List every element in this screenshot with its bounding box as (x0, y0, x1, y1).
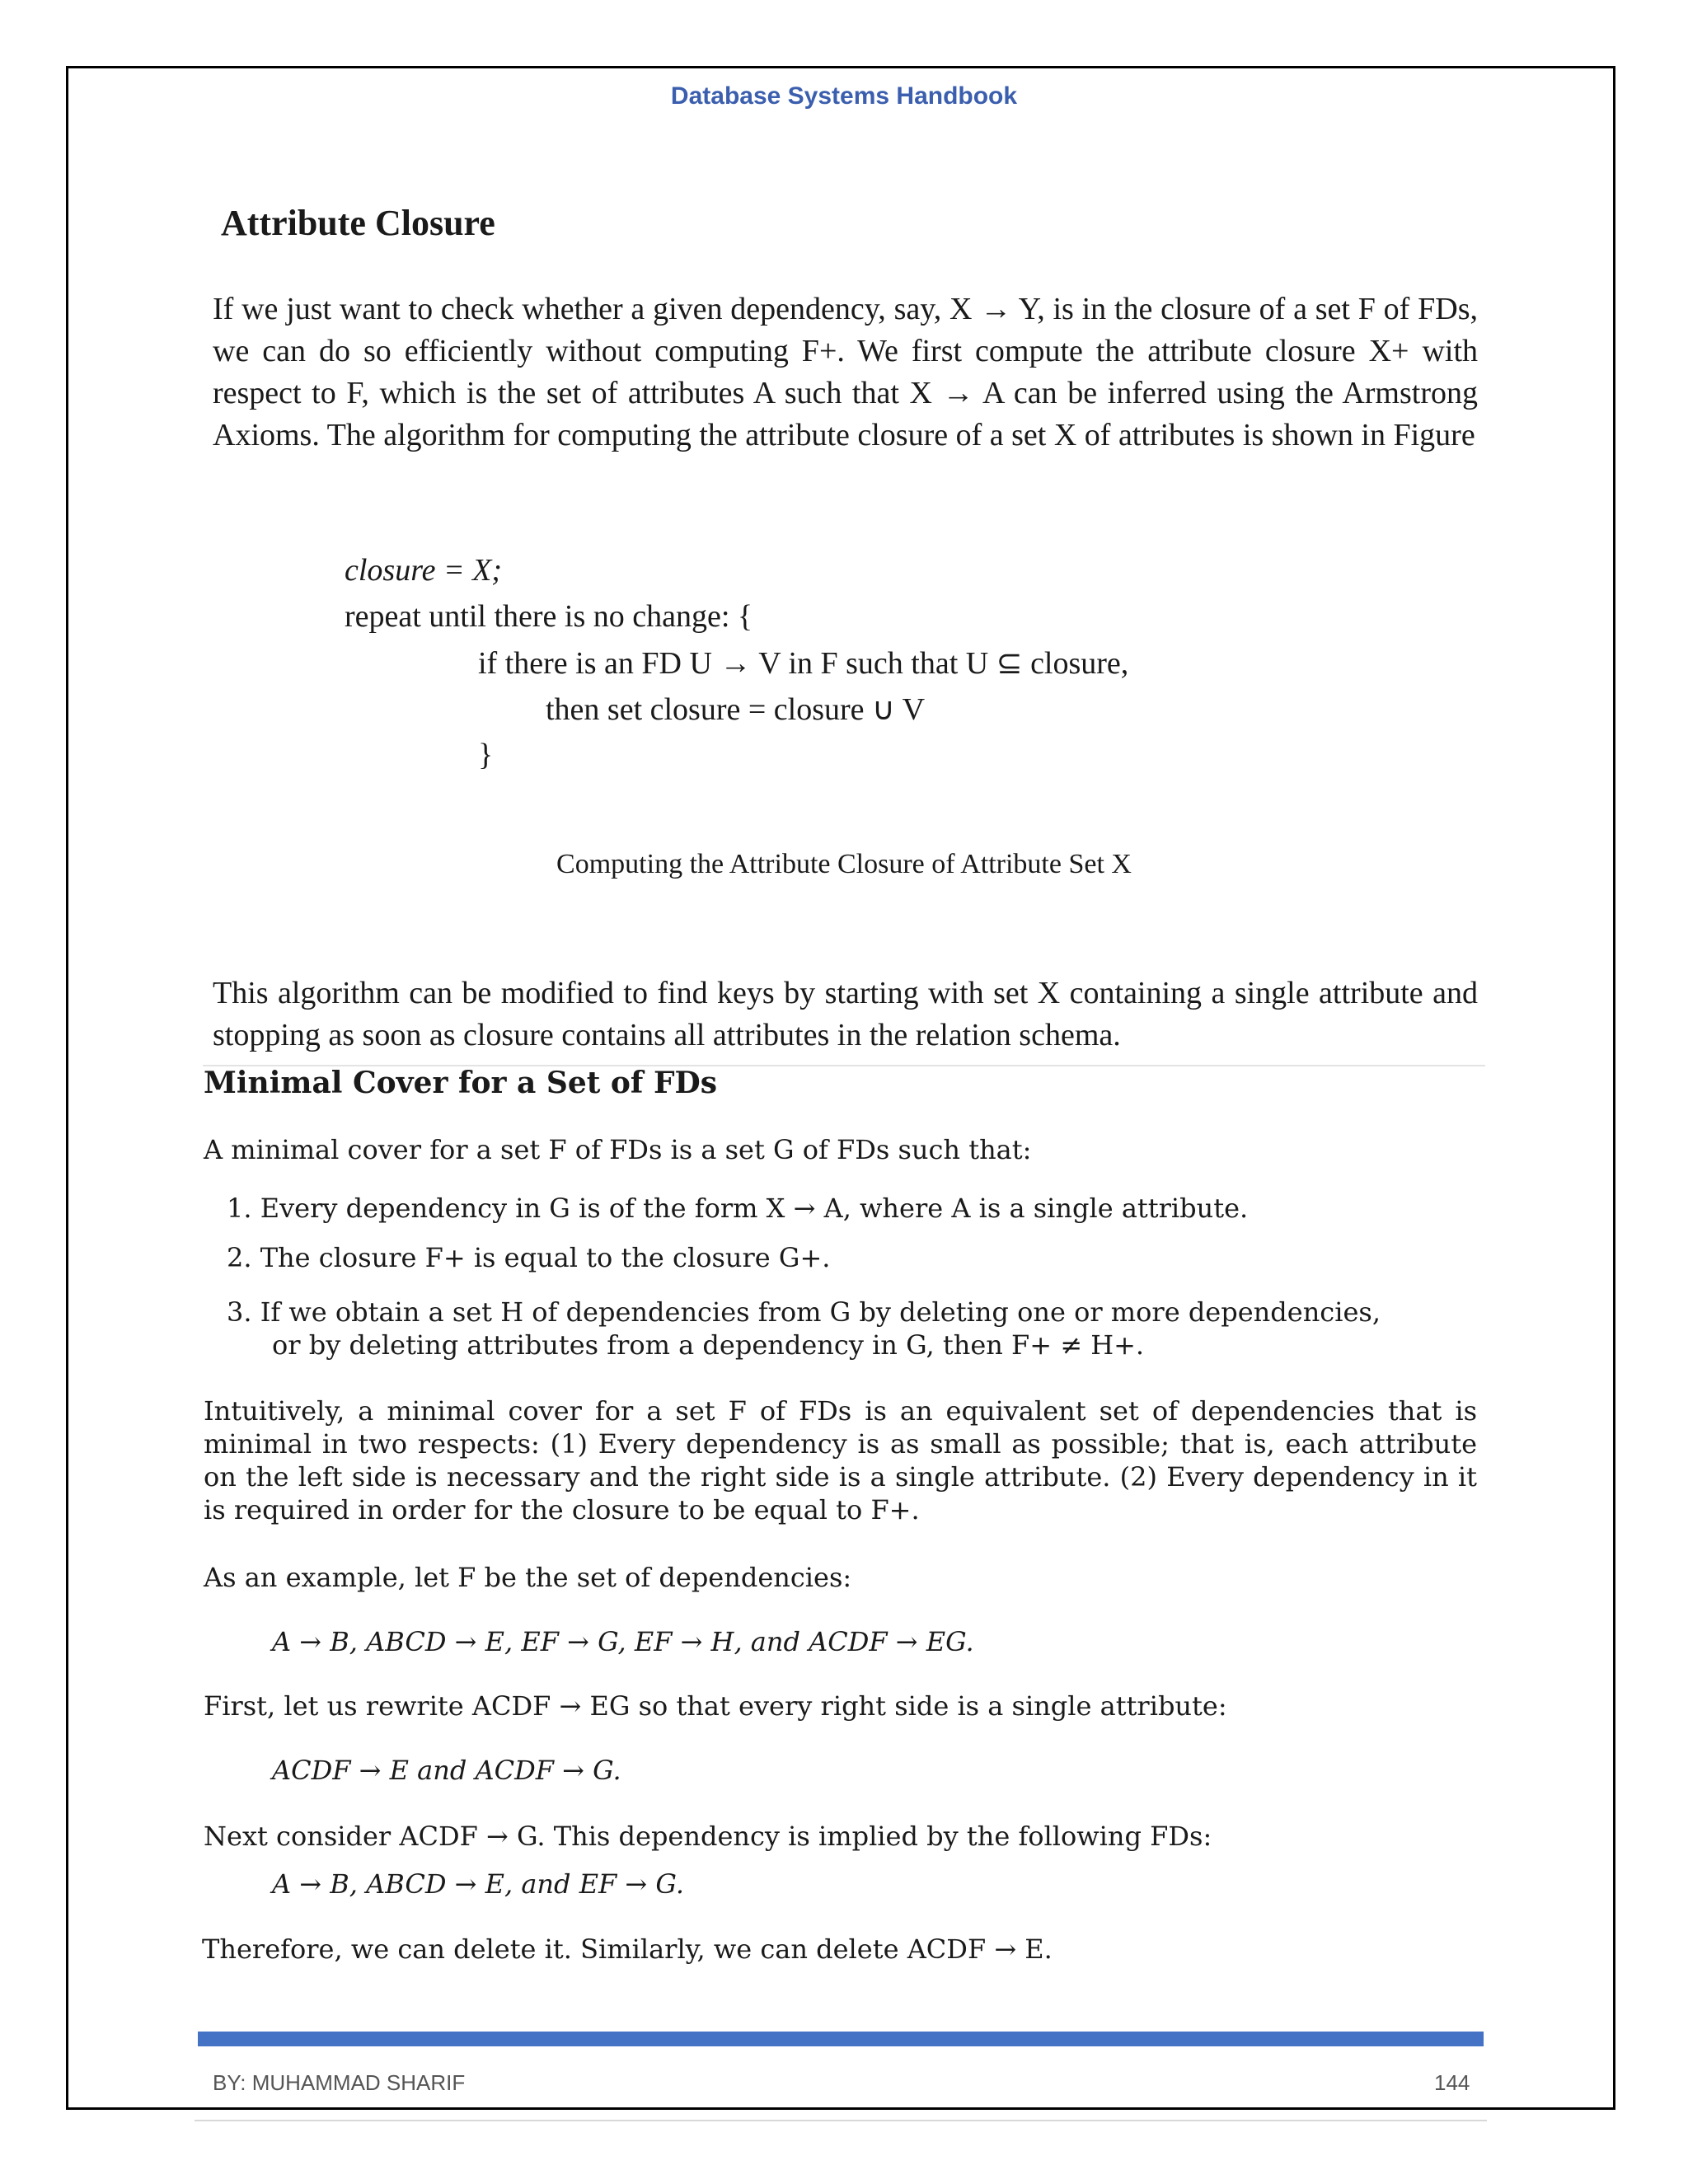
example-intro: As an example, let F be the set of dependencies: (204, 1562, 852, 1593)
figure-caption: Computing the Attribute Closure of Attribute Set X (556, 849, 1132, 879)
list-item-2: 2. The closure F+ is equal to the closure G+. (227, 1242, 831, 1273)
bottom-divider (195, 2120, 1487, 2121)
footer-page-number: 144 (1434, 2070, 1470, 2095)
algo-line-4: then set closure = closure ∪ V (546, 692, 926, 727)
rewrite-fds: ACDF → E and ACDF → G. (272, 1755, 621, 1786)
rewrite-sentence: First, let us rewrite ACDF → EG so that every right side is a single attribute: (204, 1690, 1227, 1722)
algo-line-5: } (478, 738, 494, 772)
paragraph-closure-intro: If we just want to check whether a given dependency, say, X → Y, is in the closure of a set F of FDs, we can do so efficiently without computing F+. We first compute the attribute closure X+ with respect to F, which is the set of attributes A such that X → A can be inferred using the Armstrong Axioms. The algorithm for computing the attribute closure of a set X of attributes is shown in Figure (213, 292, 1478, 452)
next-sentence: Next consider ACDF → G. This dependency is implied by the following FDs: (204, 1821, 1212, 1852)
list-item-1: 1. Every dependency in G is of the form X → A, where A is a single attribute. (227, 1193, 1249, 1224)
list-item-3: 3. If we obtain a set H of dependencies from G by deleting one or more dependencies, (227, 1296, 1381, 1328)
next-fds: A → B, ABCD → E, and EF → G. (272, 1868, 684, 1900)
paragraph-find-keys: This algorithm can be modified to find keys by starting with set X containing a single attribute and stopping as soon as closure contains all attributes in the relation schema. (213, 976, 1478, 1052)
algo-line-3: if there is an FD U → V in F such that U ⊆ closure, (478, 646, 1129, 681)
header-title: Database Systems Handbook (670, 82, 1018, 110)
footer-bar (198, 2032, 1484, 2046)
example-fds: A → B, ABCD → E, EF → G, EF → H, and ACDF → EG. (272, 1626, 974, 1657)
algo-line-1: closure = X; (345, 553, 502, 588)
section-heading-minimal-cover: Minimal Cover for a Set of FDs (204, 1066, 717, 1100)
paragraph-intuitive: Intuitively, a minimal cover for a set F of FDs is an equivalent set of dependencies that is minimal in two respects: (1) Every dependency is as small as possible; that is, each attribute on the left side is necessary and the right side is a single attribute. (2) Every dependency in it is required in order for the closure to be equal to F+. (204, 1395, 1477, 1526)
minimal-cover-intro: A minimal cover for a set F of FDs is a set G of FDs such that: (204, 1134, 1032, 1165)
therefore-sentence: Therefore, we can delete it. Similarly, we can delete ACDF → E. (202, 1933, 1053, 1965)
list-item-3-cont: or by deleting attributes from a dependency in G, then F+ ≠ H+. (272, 1329, 1145, 1361)
section-heading-attribute-closure: Attribute Closure (221, 203, 495, 243)
algo-line-2: repeat until there is no change: { (345, 599, 753, 634)
footer-author: BY: MUHAMMAD SHARIF (213, 2070, 466, 2095)
